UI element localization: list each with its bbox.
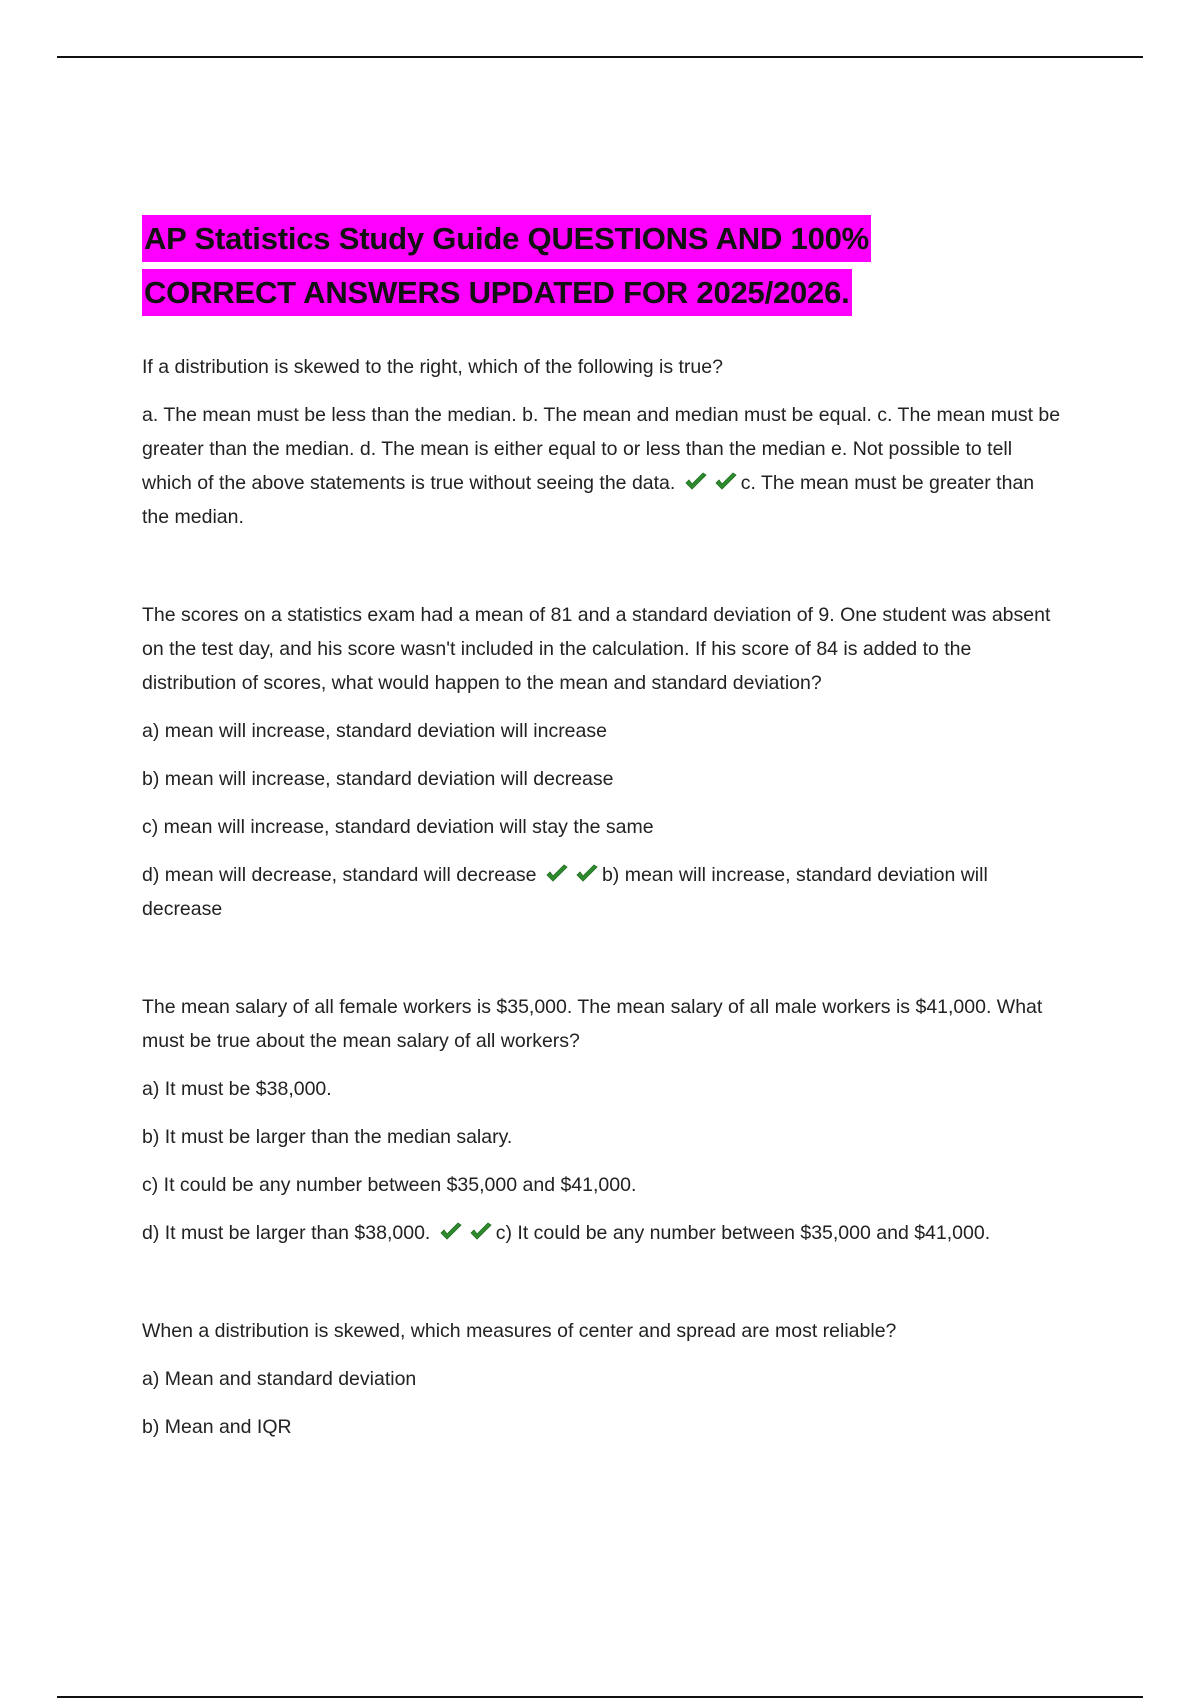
question-3-text: The mean salary of all female workers is $35,000. The mean salary of all male workers is $41,000. What must be true about the mean salary of all workers?: [142, 996, 1043, 1052]
question-3-answer: c) It could be any number between $35,000 and $41,000.: [495, 1222, 991, 1244]
question-4-option-a: a) Mean and standard deviation: [142, 1368, 417, 1390]
footer-rule: [57, 1696, 1143, 1698]
check-icon: [714, 472, 738, 492]
document-title: [142, 212, 1062, 320]
document-body: [142, 212, 1062, 1458]
question-4-option-b: b) Mean and IQR: [142, 1416, 292, 1438]
question-2-option-d-text: d) mean will decrease, standard will decrease: [142, 864, 537, 886]
check-icon: [545, 864, 569, 884]
question-1-options: [142, 398, 1062, 534]
question-1-answer: c. The mean must be greater than the median.: [142, 472, 1035, 528]
question-3-option-b: b) It must be larger than the median salary.: [142, 1126, 513, 1148]
question-3-option-d: [142, 1216, 1062, 1250]
header-rule: [57, 56, 1143, 58]
question-1-text: If a distribution is skewed to the right, which of the following is true?: [142, 356, 723, 378]
check-icon: [575, 864, 599, 884]
question-3-option-c: c) It could be any number between $35,000 and $41,000.: [142, 1174, 637, 1196]
title-highlight: [142, 215, 871, 316]
question-3-option-d-text: d) It must be larger than $38,000.: [142, 1222, 431, 1244]
question-2-option-a: a) mean will increase, standard deviation will increase: [142, 720, 607, 742]
question-4-text: When a distribution is skewed, which measures of center and spread are most reliable?: [142, 1320, 897, 1342]
title-line-2: CORRECT ANSWERS UPDATED FOR 2025/2026.: [144, 275, 850, 310]
title-line-1: AP Statistics Study Guide QUESTIONS AND 100%: [144, 221, 870, 256]
question-1-choices: a. The mean must be less than the median. b. The mean and median must be equal. c. The mean must be greater than the median. d. The mean is either equal to or less than the median e. Not possible to tell which of the above statements is true without seeing the data.: [142, 404, 1061, 494]
check-icon: [684, 472, 708, 492]
question-2-text: The scores on a statistics exam had a mean of 81 and a standard deviation of 9. One student was absent on the test day, and his score wasn't included in the calculation. If his score of 84 is added to the distribution of scores, what would happen to the mean and standard deviation?: [142, 604, 1051, 694]
question-2-option-d: [142, 858, 1062, 926]
question-2-option-b: b) mean will increase, standard deviation will decrease: [142, 768, 614, 790]
question-2-answer: b) mean will increase, standard deviation will decrease: [142, 864, 988, 920]
question-3-option-a: a) It must be $38,000.: [142, 1078, 332, 1100]
check-icon: [439, 1222, 463, 1242]
check-icon: [469, 1222, 493, 1242]
question-2-option-c: c) mean will increase, standard deviation will stay the same: [142, 816, 654, 838]
